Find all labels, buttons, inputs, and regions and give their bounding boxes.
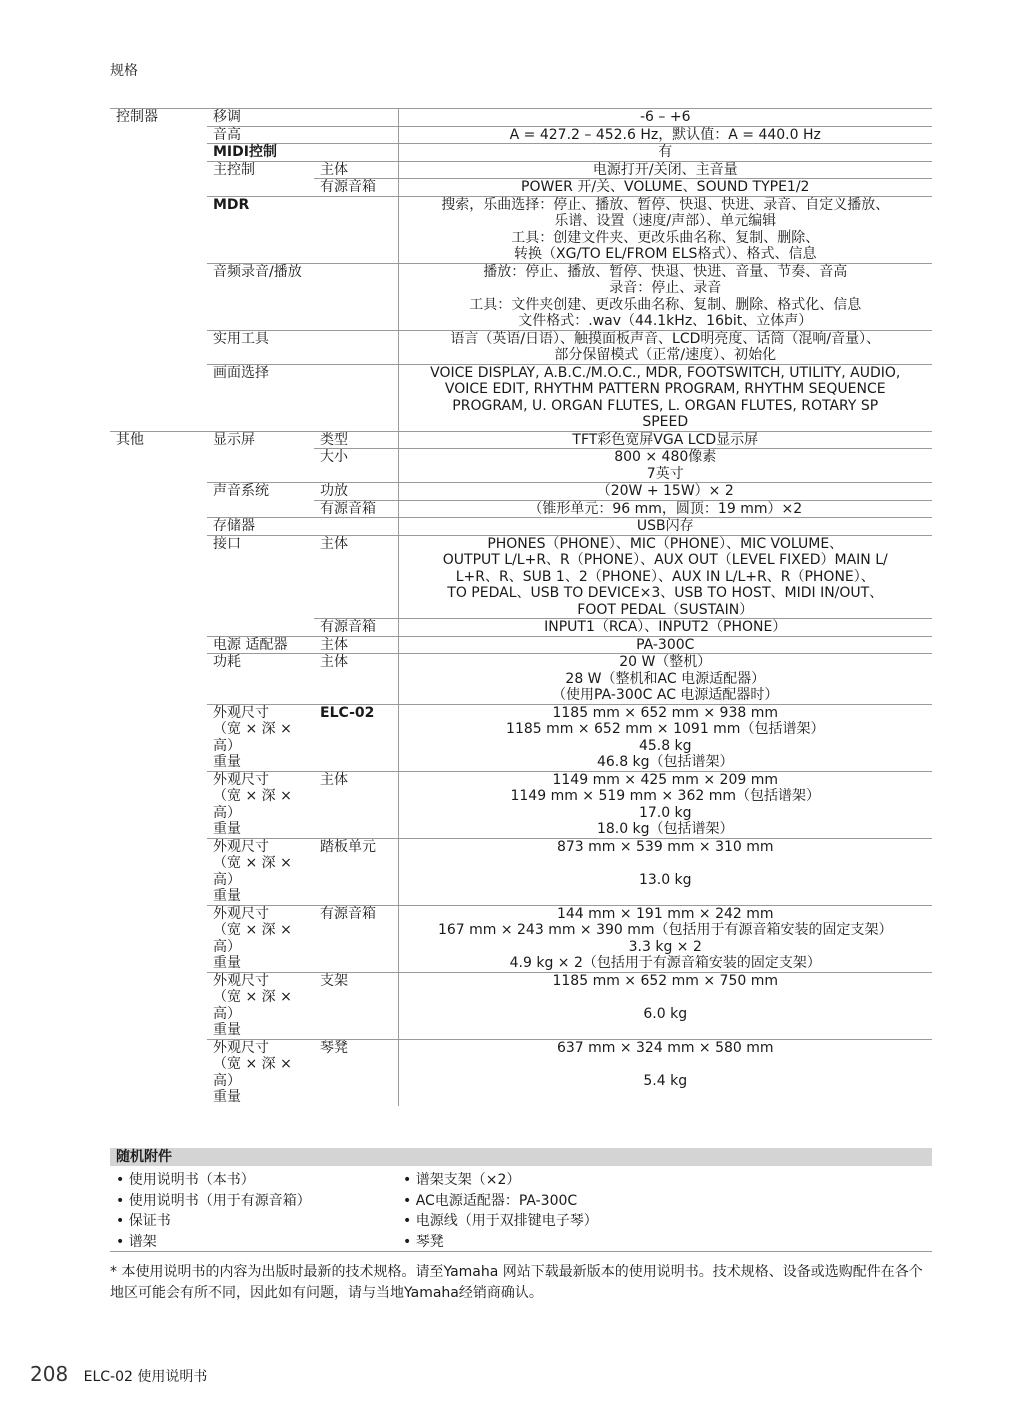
spec-category	[110, 500, 207, 518]
spec-item: 电源 适配器	[207, 636, 314, 654]
spec-item: 显示屏	[207, 431, 314, 449]
accessory-item: • 电源线（用于双排键电子琴）	[403, 1213, 598, 1229]
spec-value: 637 mm × 324 mm × 580 mm 5.4 kg	[398, 1039, 932, 1106]
spec-subitem	[314, 518, 398, 536]
spec-category	[110, 518, 207, 536]
spec-row	[110, 483, 932, 501]
spec-value: 语言（英语/日语）、触摸面板声音、LCD明亮度、话筒（混响/音量）、 部分保留模式（正常/速度）、初始化	[398, 330, 932, 364]
spec-category	[110, 1039, 207, 1106]
spec-item: 外观尺寸 （宽 × 深 × 高） 重量	[207, 905, 314, 972]
accessory-item: • 谱架支架（×2）	[403, 1172, 521, 1188]
spec-value: 1185 mm × 652 mm × 938 mm 1185 mm × 652 mm × 1091 mm（包括谱架） 45.8 kg 46.8 kg（包括谱架）	[398, 704, 932, 771]
spec-value: TFT彩色宽屏VGA LCD显示屏	[398, 431, 932, 449]
spec-item: 音频录音/播放	[207, 263, 314, 330]
page-number: 208	[30, 1362, 69, 1386]
spec-subitem: 主体	[314, 161, 398, 179]
spec-item: 外观尺寸 （宽 × 深 × 高） 重量	[207, 1039, 314, 1106]
spec-category	[110, 619, 207, 637]
spec-value: POWER 开/关、VOLUME、SOUND TYPE1/2	[398, 179, 932, 197]
spec-row	[110, 838, 932, 905]
spec-row	[110, 179, 932, 197]
spec-value: （20W + 15W）× 2	[398, 483, 932, 501]
spec-item	[207, 179, 314, 197]
spec-row	[110, 330, 932, 364]
spec-subitem	[314, 126, 398, 144]
spec-value: VOICE DISPLAY, A.B.C./M.O.C., MDR, FOOTSWITCH, UTILITY, AUDIO, VOICE EDIT, RHYTHM PATTERN PROGRAM, RHYTHM SEQUENCE PROGRAM, U. ORGAN FLUTES, L. ORGAN FLUTES, ROTARY SP SPEED	[398, 364, 932, 431]
spec-subitem: 类型	[314, 431, 398, 449]
manual-title: ELC-02 使用说明书	[83, 1369, 208, 1385]
spec-value: 播放：停止、播放、暂停、快退、快进、音量、节奏、音高 录音：停止、录音 工具：文件夹创建、更改乐曲名称、复制、删除、格式化、信息 文件格式：.wav（44.1kHz、16bit、立体声）	[398, 263, 932, 330]
spec-row	[110, 449, 932, 483]
spec-item: 实用工具	[207, 330, 314, 364]
spec-row	[110, 196, 932, 263]
spec-value: 144 mm × 191 mm × 242 mm 167 mm × 243 mm × 390 mm（包括用于有源音箱安装的固定支架） 3.3 kg × 2 4.9 kg × 2（包括用于有源音箱安装的固定支架）	[398, 905, 932, 972]
spec-subitem: ELC-02	[314, 704, 398, 771]
spec-item	[207, 449, 314, 483]
spec-category	[110, 771, 207, 838]
spec-value: 搜索，乐曲选择：停止、播放、暂停、快退、快进、录音、自定义播放、 乐谱、设置（速度/声部）、单元编辑 工具：创建文件夹、更改乐曲名称、复制、删除、 转换（XG/TO EL/FROM ELS格式）、格式、信息	[398, 196, 932, 263]
spec-row	[110, 263, 932, 330]
spec-category	[110, 535, 207, 619]
spec-row	[110, 535, 932, 619]
spec-category: 其他	[110, 431, 207, 449]
spec-subitem: 主体	[314, 654, 398, 705]
accessory-item: • 谱架	[116, 1233, 157, 1250]
spec-row	[110, 905, 932, 972]
spec-value: PA-300C	[398, 636, 932, 654]
page-header: 规格	[110, 63, 138, 79]
spec-subitem: 主体	[314, 771, 398, 838]
spec-subitem: 琴凳	[314, 1039, 398, 1106]
accessory-item: • 琴凳	[403, 1233, 444, 1250]
spec-category	[110, 483, 207, 501]
spec-value: USB闪存	[398, 518, 932, 536]
spec-row	[110, 500, 932, 518]
spec-subitem: 有源音箱	[314, 905, 398, 972]
accessory-item: • 保证书	[116, 1213, 171, 1229]
spec-value: 1185 mm × 652 mm × 750 mm 6.0 kg	[398, 972, 932, 1039]
spec-row	[110, 109, 932, 127]
spec-category: 控制器	[110, 109, 207, 127]
spec-category	[110, 636, 207, 654]
spec-category	[110, 449, 207, 483]
spec-row	[110, 619, 932, 637]
spec-subitem: 大小	[314, 449, 398, 483]
spec-item: 外观尺寸 （宽 × 深 × 高） 重量	[207, 771, 314, 838]
spec-subitem: 主体	[314, 636, 398, 654]
spec-subitem: 有源音箱	[314, 179, 398, 197]
spec-subitem: 踏板单元	[314, 838, 398, 905]
spec-row	[110, 364, 932, 431]
spec-row	[110, 431, 932, 449]
spec-item: 音高	[207, 126, 314, 144]
spec-row	[110, 972, 932, 1039]
spec-category	[110, 838, 207, 905]
spec-category	[110, 972, 207, 1039]
spec-subitem: 支架	[314, 972, 398, 1039]
spec-row	[110, 144, 932, 162]
spec-category	[110, 196, 207, 263]
spec-item: 存储器	[207, 518, 314, 536]
spec-subitem: 功放	[314, 483, 398, 501]
spec-subitem	[314, 263, 398, 330]
spec-value: -6 – +6	[398, 109, 932, 127]
spec-item: MDR	[207, 196, 314, 263]
spec-subitem	[314, 196, 398, 263]
spec-category	[110, 179, 207, 197]
spec-item	[207, 619, 314, 637]
accessories-title: 随机附件	[110, 1148, 932, 1166]
spec-category	[110, 263, 207, 330]
spec-value: 873 mm × 539 mm × 310 mm 13.0 kg	[398, 838, 932, 905]
spec-category	[110, 161, 207, 179]
spec-value: 电源打开/关闭、主音量	[398, 161, 932, 179]
spec-row	[110, 654, 932, 705]
spec-item: 主控制	[207, 161, 314, 179]
spec-item: 功耗	[207, 654, 314, 705]
spec-subitem	[314, 109, 398, 127]
spec-subitem: 主体	[314, 535, 398, 619]
spec-value: INPUT1（RCA）、INPUT2（PHONE）	[398, 619, 932, 637]
spec-item: 外观尺寸 （宽 × 深 × 高） 重量	[207, 704, 314, 771]
accessories-left-list	[116, 1170, 311, 1252]
spec-item: 外观尺寸 （宽 × 深 × 高） 重量	[207, 972, 314, 1039]
spec-item: 外观尺寸 （宽 × 深 × 高） 重量	[207, 838, 314, 905]
accessory-item: • AC电源适配器：PA-300C	[403, 1192, 578, 1209]
spec-item: 声音系统	[207, 483, 314, 501]
accessories-right-list	[403, 1170, 598, 1252]
spec-item: MIDI控制	[207, 144, 314, 162]
spec-row	[110, 636, 932, 654]
spec-category	[110, 654, 207, 705]
spec-subitem: 有源音箱	[314, 500, 398, 518]
spec-subitem	[314, 144, 398, 162]
accessory-item: • 使用说明书（用于有源音箱）	[116, 1192, 311, 1209]
spec-value: 1149 mm × 425 mm × 209 mm 1149 mm × 519 mm × 362 mm（包括谱架） 17.0 kg 18.0 kg（包括谱架）	[398, 771, 932, 838]
spec-row	[110, 771, 932, 838]
spec-category	[110, 330, 207, 364]
spec-item: 画面选择	[207, 364, 314, 431]
spec-subitem	[314, 330, 398, 364]
page-footer	[30, 1362, 207, 1386]
spec-value: （锥形单元：96 mm，圆顶：19 mm）×2	[398, 500, 932, 518]
footnote: * 本使用说明书的内容为出版时最新的技术规格。请至Yamaha 网站下载最新版本的使用说明书。技术规格、设备或选购配件在各个地区可能会有所不同，因此如有问题，请与当地Yamaha经销商确认。	[110, 1264, 923, 1301]
spec-row	[110, 126, 932, 144]
spec-category	[110, 905, 207, 972]
spec-item	[207, 500, 314, 518]
spec-row	[110, 161, 932, 179]
accessory-item: • 使用说明书（本书）	[116, 1172, 255, 1188]
spec-category	[110, 364, 207, 431]
spec-category	[110, 144, 207, 162]
spec-row	[110, 1039, 932, 1106]
spec-value: A = 427.2 – 452.6 Hz，默认值：A = 440.0 Hz	[398, 126, 932, 144]
spec-item: 移调	[207, 109, 314, 127]
spec-item: 接口	[207, 535, 314, 619]
spec-value: 800 × 480像素 7英寸	[398, 449, 932, 483]
spec-table	[110, 108, 932, 1106]
spec-value: PHONES（PHONE）、MIC（PHONE）、MIC VOLUME、 OUTPUT L/L+R、R（PHONE）、AUX OUT（LEVEL FIXED）MAIN L/ L+R、R、SUB 1、2（PHONE）、AUX IN L/L+R、R（PHONE）、 TO PEDAL、USB TO DEVICE×3、USB TO HOST、MIDI IN/OUT、 FOOT PEDAL（SUSTAIN）	[398, 535, 932, 619]
spec-value: 有	[398, 144, 932, 162]
divider	[110, 1251, 932, 1252]
spec-subitem	[314, 364, 398, 431]
spec-row	[110, 704, 932, 771]
spec-value: 20 W（整机） 28 W（整机和AC 电源适配器） （使用PA-300C AC 电源适配器时）	[398, 654, 932, 705]
spec-category	[110, 704, 207, 771]
spec-subitem: 有源音箱	[314, 619, 398, 637]
spec-category	[110, 126, 207, 144]
spec-row	[110, 518, 932, 536]
